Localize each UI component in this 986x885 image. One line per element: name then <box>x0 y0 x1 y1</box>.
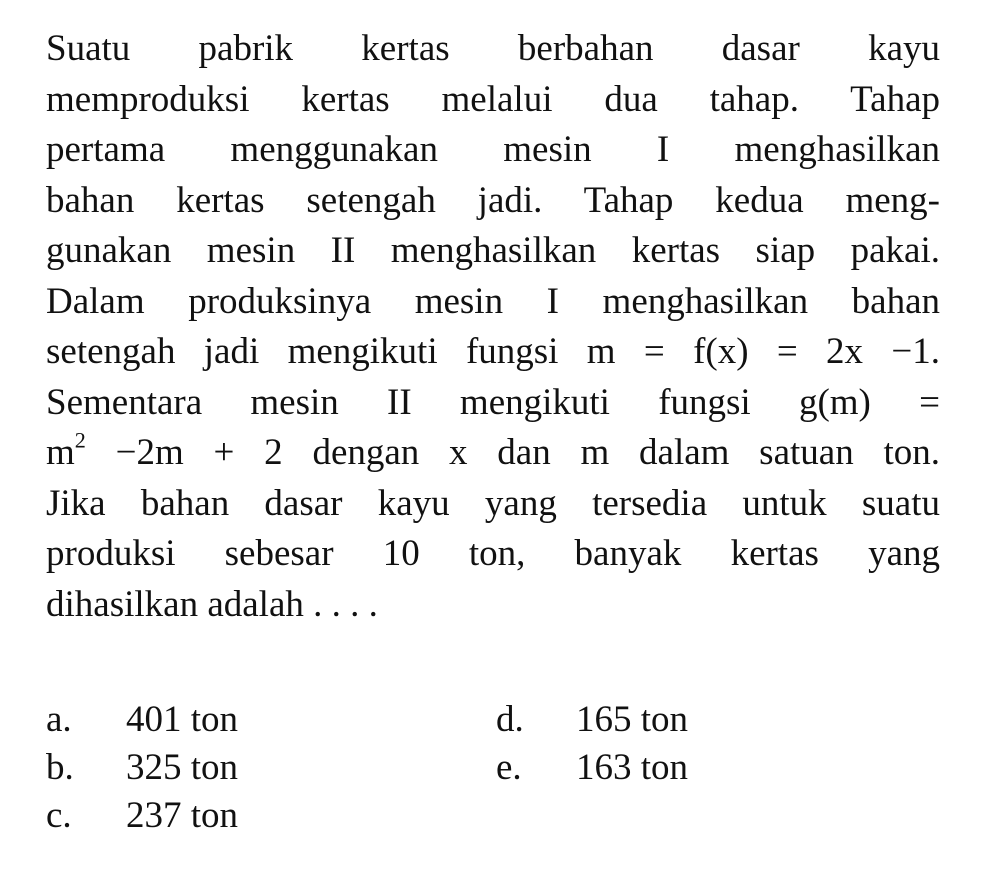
option-c-text: 237 ton <box>126 795 239 836</box>
option-b-text: 325 ton <box>126 747 239 788</box>
option-d[interactable] <box>496 696 688 744</box>
question-line-1: Suatu pabrik kertas berbahan dasar kayu <box>46 28 940 69</box>
question-line-11: produksi sebesar 10 ton, banyak kertas yang <box>46 533 940 574</box>
option-d-letter: d. <box>496 699 524 740</box>
question-line-9-text: dengan x dan m dalam satuan ton. <box>312 432 940 473</box>
option-b-letter: b. <box>46 747 74 788</box>
question-line-4: bahan kertas setengah jadi. Tahap kedua meng- <box>46 179 940 221</box>
question-line-2: memproduksi kertas melalui dua tahap. Tahap <box>46 78 940 120</box>
question-line-9 <box>46 428 940 479</box>
option-c-letter: c. <box>46 795 72 836</box>
question-line-7: setengah jadi mengikuti fungsi m = f(x) = 2x −1. <box>46 331 940 372</box>
formula-g-exponent: 2 <box>74 427 86 453</box>
option-a-text: 401 ton <box>126 699 239 740</box>
option-a[interactable] <box>46 696 238 744</box>
question-line-3: pertama menggunakan mesin I menghasilkan <box>46 129 940 170</box>
option-a-letter: a. <box>46 699 72 740</box>
question-line-10: Jika bahan dasar kayu yang tersedia untuk suatu <box>46 482 940 524</box>
question-line-8: Sementara mesin II mengikuti fungsi g(m) = <box>46 381 940 423</box>
question-line-12: dihasilkan adalah . . . . <box>46 583 378 625</box>
formula-g-rest: −2m + 2 <box>85 432 313 473</box>
option-b[interactable] <box>46 744 238 792</box>
option-d-text: 165 ton <box>576 699 689 740</box>
option-e-letter: e. <box>496 747 522 788</box>
question-line-6: Dalam produksinya mesin I menghasilkan bahan <box>46 280 940 322</box>
option-e[interactable] <box>496 744 688 792</box>
option-c[interactable] <box>46 792 238 840</box>
formula-g-base: m <box>46 432 75 473</box>
question-text <box>46 24 940 630</box>
option-e-text: 163 ton <box>576 747 689 788</box>
question-line-5: gunakan mesin II menghasilkan kertas siap pakai. <box>46 230 940 271</box>
